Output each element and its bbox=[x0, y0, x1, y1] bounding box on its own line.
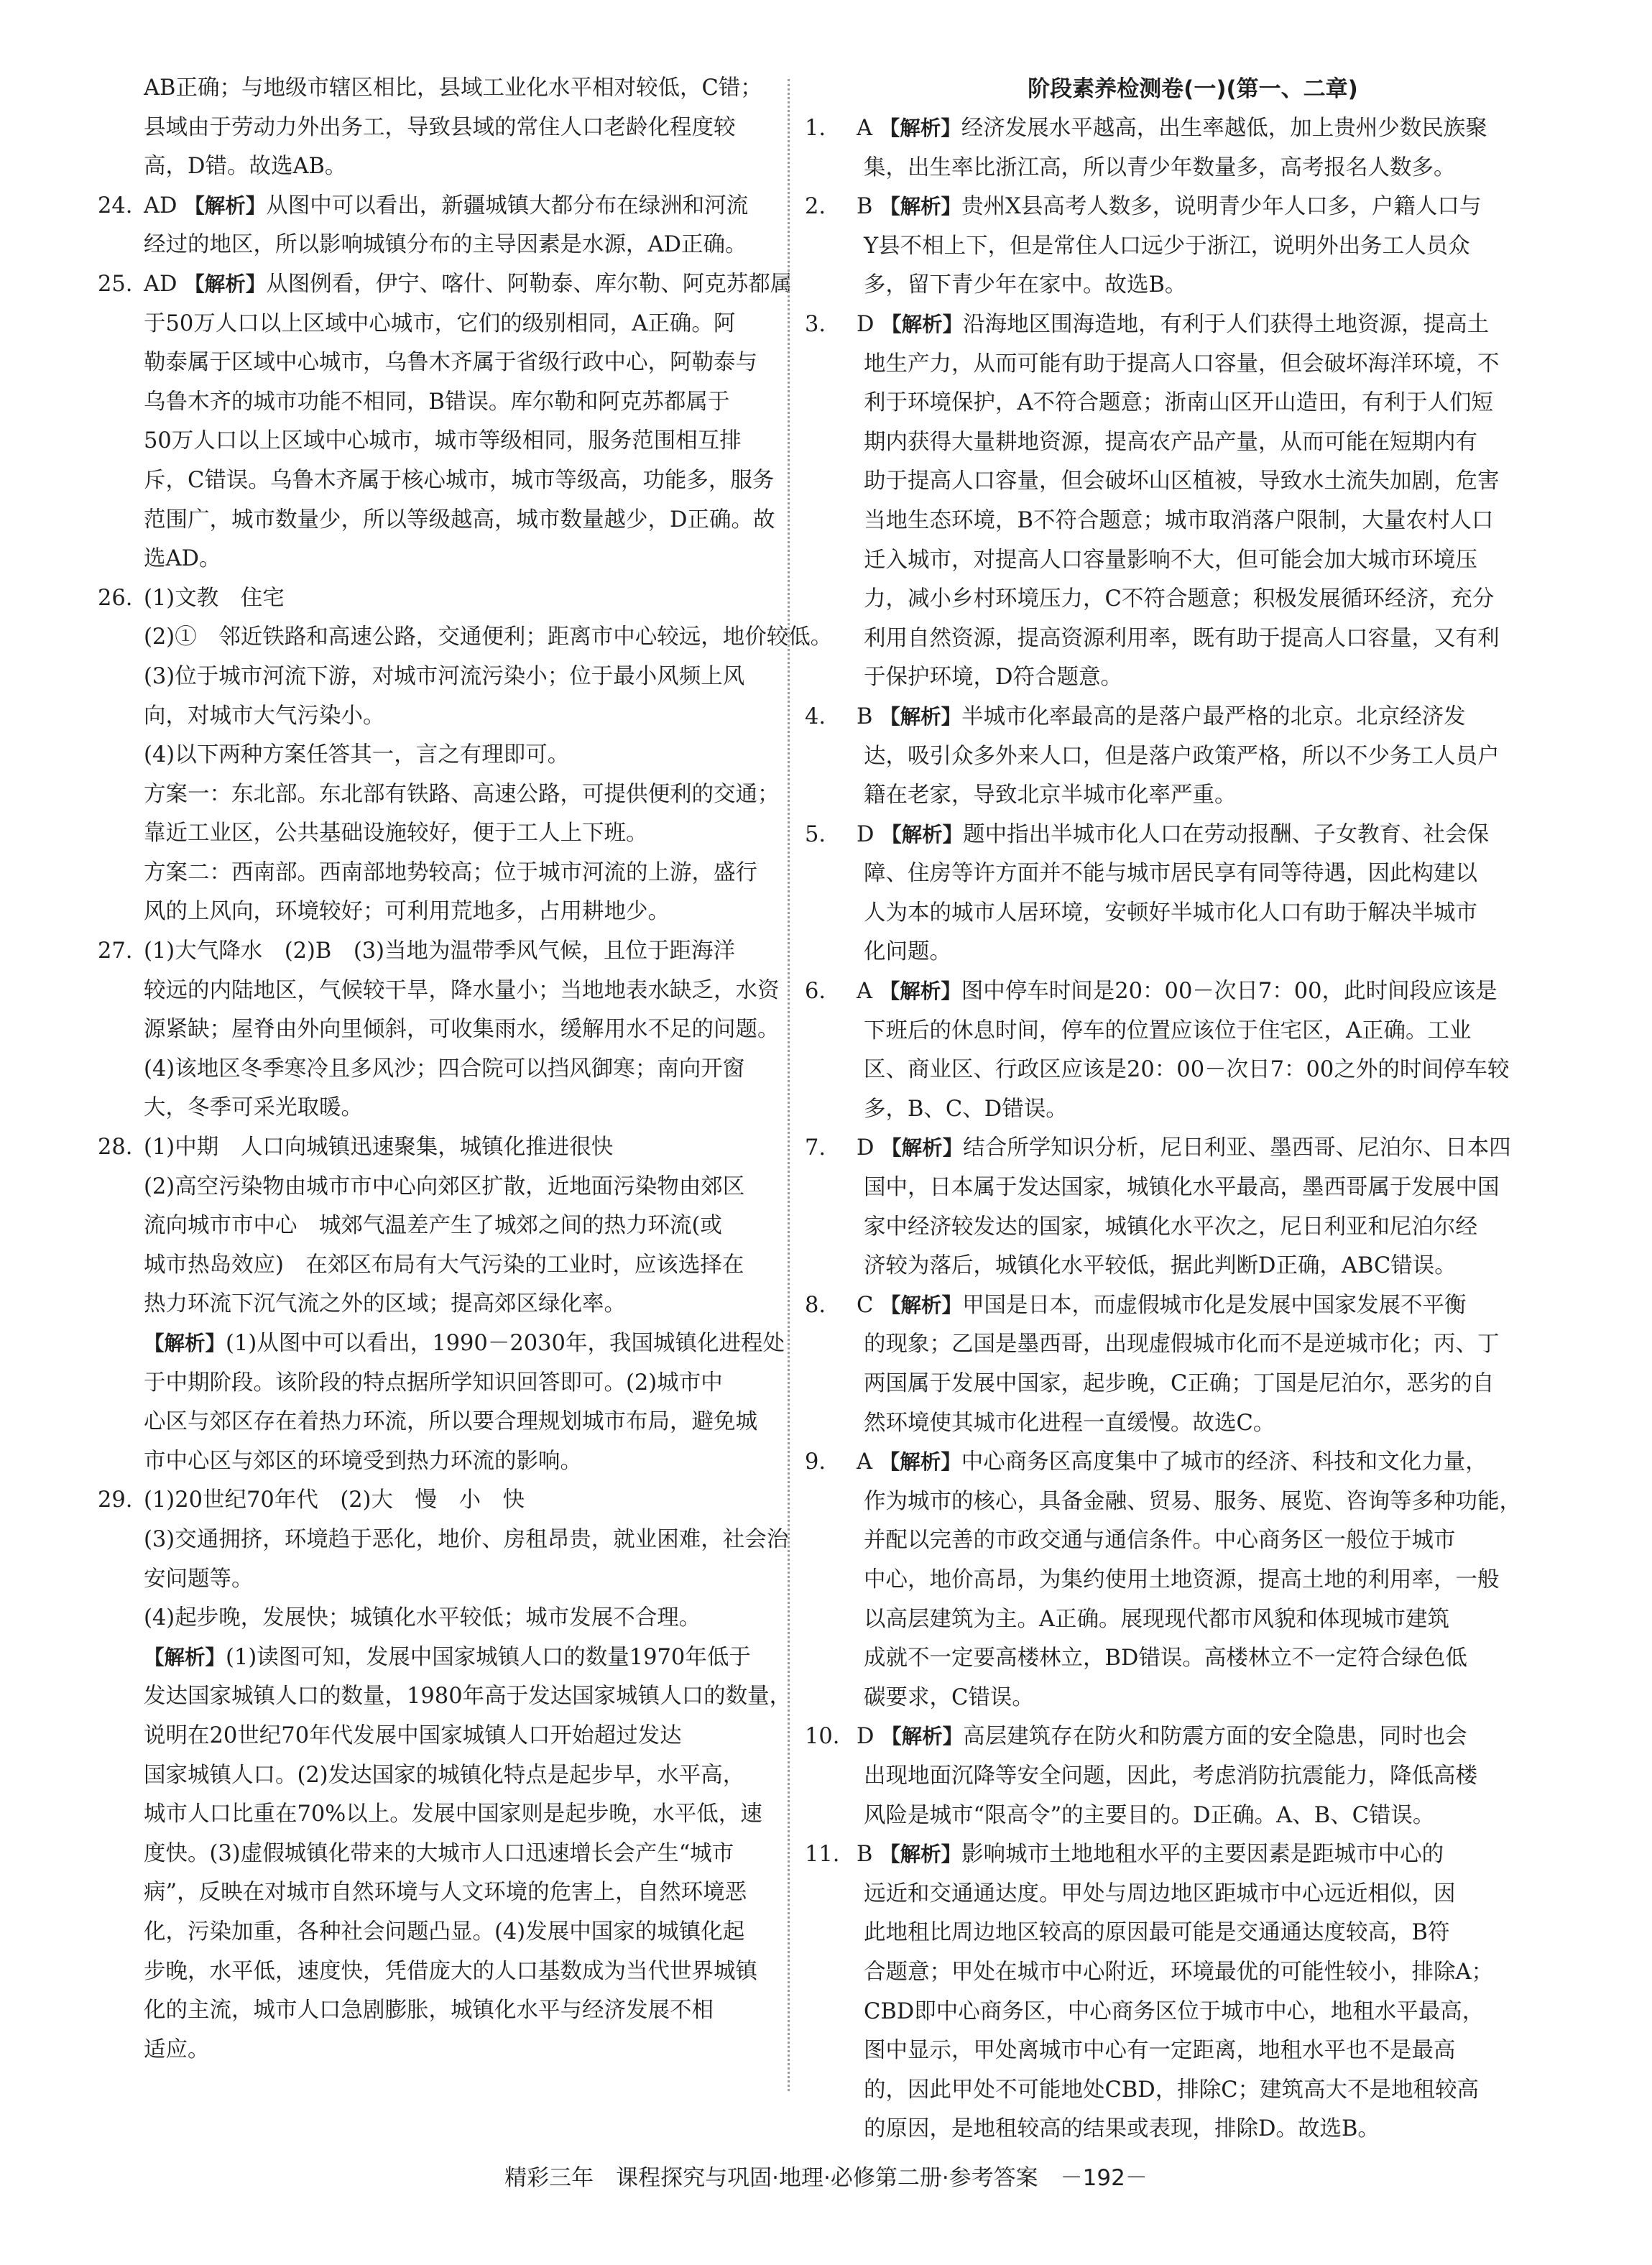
line-text: (3)位于城市河流下游，对城市河流污染小；位于最小风频上风 bbox=[144, 663, 745, 689]
answer-line bbox=[805, 1993, 1552, 2032]
answer-line bbox=[805, 580, 1552, 619]
line-text: 力，减小乡村环境压力，C不符合题意；积极发展循环经济，充分 bbox=[864, 586, 1495, 612]
answer-line bbox=[805, 816, 1552, 855]
line-text: 于中期阶段。该阶段的特点据所学知识回答即可。(2)城市中 bbox=[144, 1370, 723, 1396]
line-text: 远近和交通通达度。甲处与周边地区距城市中心远近相似，因 bbox=[864, 1881, 1456, 1906]
question-number: 8. bbox=[805, 1292, 826, 1318]
answer-line bbox=[108, 540, 776, 579]
answer-line bbox=[108, 1168, 776, 1207]
line-text: 成就不一定要高楼林立，BD错误。高楼林立不一定符合绿色低 bbox=[864, 1646, 1467, 1671]
answer-line bbox=[108, 2031, 776, 2070]
answer-line bbox=[805, 1796, 1552, 1836]
answer-line bbox=[108, 1207, 776, 1246]
section-title: 阶段素养检测卷(一)(第一、二章) bbox=[1028, 76, 1358, 102]
line-text: 风险是城市“限高令”的主要目的。D正确。A、B、C错误。 bbox=[864, 1802, 1435, 1828]
answer-line bbox=[108, 658, 776, 697]
question-number: 29. bbox=[98, 1487, 133, 1513]
line-text: 的现象；乙国是墨西哥，出现虚假城市化而不是逆城市化；丙、丁 bbox=[864, 1332, 1500, 1357]
answer-line bbox=[108, 1364, 776, 1403]
answer-line bbox=[98, 187, 776, 226]
answer-line bbox=[805, 502, 1552, 541]
answer-line bbox=[805, 2110, 1552, 2149]
answer-line bbox=[805, 1757, 1552, 1796]
analysis-label: 【解析】 bbox=[879, 979, 961, 1004]
answer-line bbox=[805, 1600, 1552, 1640]
answer-line bbox=[805, 109, 1552, 149]
answer-line bbox=[108, 892, 776, 932]
answer-choice: D bbox=[857, 311, 882, 337]
answer-line bbox=[108, 501, 776, 540]
line-text: (2)① 邻近铁路和高速公路，交通便利；距离市中心较远，地价较低。 bbox=[144, 624, 833, 650]
line-text: (1)大气降水 (2)B (3)当地为温带季风气候，且位于距海洋 bbox=[144, 938, 736, 964]
line-text: 心区与郊区存在着热力环流，所以要合理规划城市布局，避免城 bbox=[144, 1409, 757, 1435]
line-text: 的，因此甲处不可能地处CBD，排除C；建筑高大不是地租较高 bbox=[864, 2077, 1480, 2103]
answer-choice: C bbox=[857, 1292, 881, 1318]
answer-line bbox=[805, 1168, 1552, 1208]
answer-line bbox=[805, 423, 1552, 463]
line-text: 国中，日本属于发达国家，城镇化水平最高，墨西哥属于发展中国 bbox=[864, 1175, 1500, 1201]
analysis-label: 【解析】 bbox=[184, 193, 267, 218]
answer-line bbox=[108, 1717, 776, 1756]
line-text: 家中经济较发达的国家，城镇化水平次之，尼日利亚和尼泊尔经 bbox=[864, 1214, 1477, 1240]
answer-line bbox=[805, 894, 1552, 933]
line-text: CBD即中心商务区，中心商务区位于城市中心，地租水平最高， bbox=[864, 1998, 1485, 2024]
line-text: 助于提高人口容量，但会破坏山区植被，导致水土流失加剧，危害 bbox=[864, 469, 1500, 494]
right-column bbox=[805, 69, 1552, 2149]
answer-line bbox=[805, 972, 1552, 1012]
line-text: 迁入城市，对提高人口容量影响不大，但可能会加大城市环境压 bbox=[864, 547, 1477, 573]
line-text: 经济发展水平越高，出生率越低，加上贵州少数民族聚 bbox=[961, 116, 1487, 141]
line-text: 沿海地区围海造地，有利于人们获得土地资源，提高土 bbox=[963, 311, 1490, 337]
line-text: 国家城镇人口。(2)发达国家的城镇化特点是起步早，水平高， bbox=[144, 1762, 745, 1788]
answer-choice: A bbox=[857, 1449, 880, 1475]
line-text: 作为城市的核心，具备金融、贸易、服务、展览、咨询等多种功能， bbox=[864, 1488, 1521, 1514]
question-number: 24. bbox=[98, 193, 133, 218]
line-text: 从图中可以看出，新疆城镇大都分布在绿洲和河流 bbox=[266, 193, 749, 218]
answer-line bbox=[108, 618, 833, 658]
question-number: 4. bbox=[805, 704, 826, 729]
line-text: 方案二：西南部。西南部地势较高；位于城市河流的上游，盛行 bbox=[144, 859, 757, 885]
line-text: 贵州X县高考人数多，说明青少年人口多，户籍人口与 bbox=[961, 194, 1482, 220]
answer-line bbox=[108, 226, 776, 265]
line-text: 县域由于劳动力外出务工，导致县域的常住人口老龄化程度较 bbox=[144, 114, 736, 140]
answer-choice: B bbox=[857, 704, 880, 729]
answer-choice: B bbox=[857, 194, 880, 220]
question-number: 26. bbox=[98, 585, 133, 611]
line-text: 度快。(3)虚假城镇化带来的大城市人口迅速增长会产生“城市 bbox=[144, 1840, 734, 1866]
answer-line bbox=[108, 1285, 776, 1324]
answer-line bbox=[805, 619, 1552, 659]
answer-line bbox=[805, 698, 1552, 737]
line-text: 化的主流，城市人口急剧膨胀，城镇化水平与经济发展不相 bbox=[144, 1998, 714, 2024]
answer-line bbox=[108, 1756, 776, 1796]
answer-line bbox=[108, 461, 776, 501]
analysis-label: 【解析】 bbox=[184, 272, 267, 296]
line-text: 期内获得大量耕地资源，提高农产品产量，从而可能在短期内有 bbox=[864, 429, 1477, 455]
answer-line bbox=[805, 1208, 1552, 1247]
line-text: (1)文教 住宅 bbox=[144, 585, 285, 611]
line-text: 城市热岛效应) 在郊区布局有大气污染的工业时，应该选择在 bbox=[144, 1252, 744, 1278]
answer-line bbox=[108, 775, 780, 815]
answer-choice: D bbox=[857, 1135, 882, 1161]
answer-line bbox=[805, 305, 1552, 345]
answer-line bbox=[805, 1835, 1552, 1875]
analysis-label: 【解析】 bbox=[881, 822, 964, 847]
answer-line bbox=[108, 1835, 776, 1874]
page-footer: 精彩三年 课程探究与巩固·地理·必修第二册·参考答案 －192－ bbox=[504, 2165, 1148, 2191]
line-text: 于50万人口以上区域中心城市，它们的级别相同，A正确。阿 bbox=[144, 310, 736, 336]
answer-line bbox=[805, 737, 1552, 777]
line-text: 较远的内陆地区，气候较干旱，降水量小；当地地表水缺乏，水资 bbox=[144, 977, 780, 1003]
analysis-label: 【解析】 bbox=[881, 1725, 964, 1749]
answer-line bbox=[108, 1873, 776, 1913]
line-text: 利于环境保护，A不符合题意；浙南山区开山造田，有利于人们短 bbox=[864, 390, 1494, 416]
answer-line bbox=[108, 305, 776, 344]
line-text: 以高层建筑为主。A正确。展现现代都市风貌和体现城市建筑 bbox=[864, 1606, 1450, 1632]
answer-choice: D bbox=[857, 821, 882, 847]
line-text: 出现地面沉降等安全问题，因此，考虑消防抗震能力，降低高楼 bbox=[864, 1763, 1477, 1789]
line-text: 碳要求，C错误。 bbox=[864, 1684, 1034, 1710]
line-text: 范围广，城市数量少，所以等级越高，城市数量越少，D正确。故 bbox=[144, 507, 775, 532]
answer-line bbox=[108, 1246, 776, 1286]
line-text: 市中心区与郊区的环境受到热力环流的影响。 bbox=[144, 1448, 582, 1474]
answer-line bbox=[805, 2031, 1552, 2071]
answer-line bbox=[805, 1717, 1552, 1757]
answer-choice: AD bbox=[144, 193, 185, 218]
line-text: 济较为落后，城镇化水平较低，据此判断D正确，ABC错误。 bbox=[864, 1253, 1457, 1279]
answer-line bbox=[805, 462, 1552, 502]
answer-line bbox=[805, 1365, 1552, 1404]
line-text: 流向城市市中心 城郊气温差产生了城郊之间的热力环流(或 bbox=[144, 1213, 722, 1239]
analysis-label: 【解析】 bbox=[880, 1842, 962, 1867]
line-text: 两国属于发展中国家，起步晚，C正确；丁国是尼泊尔，恶劣的自 bbox=[864, 1371, 1495, 1396]
answer-line bbox=[805, 1521, 1552, 1561]
line-text: 高层建筑存在防火和防震方面的安全隐患，同时也会 bbox=[963, 1724, 1467, 1750]
line-text: 说明在20世纪70年代发展中国家城镇人口开始超过发达 bbox=[144, 1722, 682, 1748]
line-text: 影响城市土地地租水平的主要因素是距城市中心的 bbox=[961, 1842, 1444, 1868]
analysis-label: 【解析】 bbox=[880, 195, 962, 219]
line-text: 半城市化率最高的是落户最严格的北京。北京经济发 bbox=[961, 704, 1466, 729]
question-number: 6. bbox=[805, 979, 826, 1005]
line-text: 合题意；甲处在城市中心附近，环境最优的可能性较小，排除A； bbox=[864, 1959, 1494, 1985]
answer-line bbox=[805, 1325, 1552, 1365]
line-text: 中心商务区高度集中了城市的经济、科技和文化力量， bbox=[961, 1449, 1487, 1475]
question-number: 28. bbox=[98, 1135, 133, 1161]
line-text: 多，留下青少年在家中。故选B。 bbox=[864, 272, 1187, 298]
line-text: 利用自然资源，提高资源利用率，既有助于提高人口容量，又有利 bbox=[864, 625, 1500, 651]
line-text: 风的上风向，环境较好；可利用荒地多，占用耕地少。 bbox=[144, 899, 670, 925]
answer-line bbox=[805, 1129, 1552, 1168]
answer-line bbox=[108, 697, 776, 737]
line-text: 籍在老家，导致北京半城市化率严重。 bbox=[864, 783, 1237, 808]
answer-line bbox=[805, 384, 1552, 423]
line-text: (3)交通拥挤，环境趋于恶化，地价、房租昂贵，就业困难，社会治 bbox=[144, 1526, 789, 1552]
question-number: 25. bbox=[98, 271, 133, 297]
answer-line bbox=[108, 1403, 776, 1442]
answer-line bbox=[805, 1875, 1552, 1914]
analysis-label: 【解析】 bbox=[879, 1450, 961, 1475]
line-text: 图中停车时间是20：00－次日7：00，此时间段应该是 bbox=[961, 979, 1498, 1005]
question-number: 5. bbox=[805, 821, 826, 847]
column-divider bbox=[788, 79, 790, 2091]
question-number: 11. bbox=[805, 1842, 840, 1868]
line-text: 的原因，是地租较高的结果或表现，排除D。故选B。 bbox=[864, 2116, 1380, 2142]
line-text: 斥，C错误。乌鲁木齐属于核心城市，城市等级高，功能多，服务 bbox=[144, 467, 775, 493]
line-text: (1)从图中可以看出，1990－2030年，我国城镇化进程处 bbox=[226, 1331, 785, 1356]
line-text: (2)高空污染物由城市市中心向郊区扩散，近地面污染物由郊区 bbox=[144, 1173, 745, 1199]
question-number: 3. bbox=[805, 311, 826, 337]
line-text: (4)以下两种方案任答其一，言之有理即可。 bbox=[144, 742, 570, 768]
line-text: 图中显示，甲处离城市中心有一定距离，地租水平也不是最高 bbox=[864, 2038, 1456, 2064]
answer-line bbox=[98, 932, 776, 972]
answer-line bbox=[805, 1051, 1552, 1090]
line-text: 方案一：东北部。东北部有铁路、高速公路，可提供便利的交通； bbox=[144, 781, 780, 807]
line-text: 于保护环境，D符合题意。 bbox=[864, 665, 1122, 691]
answer-line bbox=[805, 776, 1552, 816]
answer-line bbox=[98, 1481, 776, 1521]
answer-line bbox=[98, 1128, 776, 1168]
answer-line bbox=[108, 1010, 780, 1050]
answer-line bbox=[805, 1090, 1552, 1130]
answer-line bbox=[108, 69, 776, 109]
answer-choice: A bbox=[857, 116, 880, 141]
line-text: 区、商业区、行政区应该是20：00－次日7：00之外的时间停车较 bbox=[864, 1057, 1510, 1083]
line-text: 勒泰属于区域中心城市，乌鲁木齐属于省级行政中心，阿勒泰与 bbox=[144, 350, 757, 376]
answer-choice: B bbox=[857, 1842, 880, 1868]
question-number: 27. bbox=[98, 938, 133, 964]
answer-line bbox=[108, 1952, 776, 1992]
line-text: 50万人口以上区域中心城市，城市等级相同，服务范围相互排 bbox=[144, 428, 742, 454]
line-text: 此地租比周边地区较高的原因最可能是交通通达度较高，B符 bbox=[864, 1920, 1450, 1946]
answer-choice: D bbox=[857, 1724, 882, 1750]
analysis-label: 【解析】 bbox=[881, 1136, 964, 1161]
line-text: 靠近工业区，公共基础设施较好，便于工人上下班。 bbox=[144, 821, 648, 847]
line-text: (1)20世纪70年代 (2)大 慢 小 快 bbox=[144, 1487, 525, 1513]
answer-line bbox=[108, 1324, 785, 1364]
answer-choice: A bbox=[857, 979, 880, 1005]
line-text: 并配以完善的市政交通与通信条件。中心商务区一般位于城市 bbox=[864, 1528, 1456, 1554]
answer-line bbox=[108, 1638, 776, 1678]
answer-line bbox=[98, 579, 776, 619]
answer-line bbox=[108, 383, 776, 423]
analysis-label: 【解析】 bbox=[880, 1293, 963, 1317]
question-number: 2. bbox=[805, 194, 826, 220]
answer-line bbox=[805, 854, 1552, 894]
answer-line bbox=[108, 343, 776, 383]
answer-line bbox=[108, 1442, 776, 1482]
answer-line bbox=[805, 1953, 1552, 1993]
line-text: 化问题。 bbox=[864, 939, 951, 965]
line-text: 结合所学知识分析，尼日利亚、墨西哥、尼泊尔、日本四 bbox=[963, 1135, 1511, 1161]
answer-line bbox=[805, 658, 1552, 698]
answer-line bbox=[805, 2071, 1552, 2111]
answer-line bbox=[108, 1913, 776, 1952]
answer-line bbox=[805, 541, 1552, 581]
line-text: 化，污染加重，各种社会问题凸显。(4)发展中国家的城镇化起 bbox=[144, 1919, 745, 1945]
answer-line bbox=[805, 149, 1552, 188]
answer-line bbox=[108, 1991, 776, 2031]
answer-line bbox=[108, 1050, 776, 1089]
answer-line bbox=[108, 147, 776, 187]
line-text: 题中指出半城市化人口在劳动报酬、子女教育、社会保 bbox=[963, 821, 1490, 847]
line-text: 多，B、C、D错误。 bbox=[864, 1096, 1068, 1122]
answer-line bbox=[805, 1482, 1552, 1522]
answer-line bbox=[108, 736, 776, 775]
line-text: (1)中期 人口向城镇迅速聚集，城镇化推进很快 bbox=[144, 1135, 614, 1161]
analysis-label: 【解析】 bbox=[879, 116, 961, 140]
analysis-label: 【解析】 bbox=[880, 704, 962, 729]
answer-line bbox=[108, 422, 776, 461]
line-text: 安问题等。 bbox=[144, 1566, 254, 1592]
analysis-label: 【解析】 bbox=[144, 1645, 226, 1669]
line-text: 从图例看，伊宁、喀什、阿勒泰、库尔勒、阿克苏都属 bbox=[266, 271, 793, 297]
answer-line bbox=[805, 933, 1552, 972]
answer-line bbox=[805, 1914, 1552, 1953]
question-number: 10. bbox=[805, 1724, 840, 1750]
line-text: 达，吸引众多外来人口，但是落户政策严格，所以不少务工人员户 bbox=[864, 743, 1500, 769]
answer-line bbox=[108, 1089, 776, 1128]
line-text: 适应。 bbox=[144, 2036, 210, 2062]
line-text: (1)读图可知，发展中国家城镇人口的数量1970年低于 bbox=[226, 1644, 751, 1670]
line-text: 选AD。 bbox=[144, 546, 221, 572]
line-text: 源紧缺；屋脊由外向里倾斜，可收集雨水，缓解用水不足的问题。 bbox=[144, 1017, 780, 1043]
line-text: 向，对城市大气污染小。 bbox=[144, 703, 385, 729]
line-text: (4)该地区冬季寒冷且多风沙；四合院可以挡风御寒；南向开窗 bbox=[144, 1056, 745, 1081]
line-text: 甲国是日本，而虚假城市化是发展中国家发展不平衡 bbox=[962, 1292, 1467, 1318]
question-number: 7. bbox=[805, 1135, 826, 1161]
line-text: 发达国家城镇人口的数量，1980年高于发达国家城镇人口的数量， bbox=[144, 1684, 792, 1710]
answer-line bbox=[805, 266, 1552, 305]
answer-line bbox=[108, 1677, 792, 1717]
answer-line bbox=[805, 1679, 1552, 1718]
line-text: 人为本的城市人居环境，安顿好半城市化人口有助于解决半城市 bbox=[864, 900, 1477, 926]
answer-line bbox=[108, 972, 780, 1011]
answer-line bbox=[98, 265, 793, 305]
analysis-label: 【解析】 bbox=[881, 312, 964, 336]
line-text: 然环境使其城市化进程一直缓慢。故选C。 bbox=[864, 1410, 1275, 1436]
answer-line bbox=[805, 1286, 1552, 1326]
analysis-label: 【解析】 bbox=[144, 1332, 226, 1355]
question-number: 9. bbox=[805, 1449, 826, 1475]
line-text: 下班后的休息时间，停车的位置应该位于住宅区，A正确。工业 bbox=[864, 1018, 1472, 1043]
line-text: 高，D错。故选AB。 bbox=[144, 154, 347, 180]
answer-line bbox=[805, 1639, 1552, 1679]
answer-line bbox=[108, 1795, 776, 1835]
line-text: Y县不相上下，但是常住人口远少于浙江，说明外出务工人员众 bbox=[864, 233, 1470, 259]
line-text: 乌鲁木齐的城市功能不相同，B错误。库尔勒和阿克苏都属于 bbox=[144, 389, 730, 415]
line-text: (4)起步晚，发展快；城镇化水平较低；城市发展不合理。 bbox=[144, 1605, 701, 1631]
answer-line bbox=[805, 345, 1552, 384]
answer-line bbox=[805, 1247, 1552, 1286]
line-text: 中心，地价高昂，为集约使用土地资源，提高土地的利用率，一般 bbox=[864, 1567, 1500, 1592]
line-text: 大，冬季可采光取暖。 bbox=[144, 1095, 363, 1121]
line-text: AB正确；与地级市辖区相比，县域工业化水平相对较低，C错； bbox=[144, 75, 762, 101]
answer-line bbox=[805, 227, 1552, 267]
answer-line bbox=[805, 1561, 1552, 1600]
line-text: 地生产力，从而可能有助于提高人口容量，但会破坏海洋环境，不 bbox=[864, 351, 1500, 377]
answer-line bbox=[805, 1012, 1552, 1051]
line-text: 城市人口比重在70%以上。发展中国家则是起步晚，水平低，速 bbox=[144, 1802, 762, 1827]
answer-choice: AD bbox=[144, 271, 185, 297]
answer-line bbox=[108, 109, 776, 148]
line-text: 经过的地区，所以影响城镇分布的主导因素是水源，AD正确。 bbox=[144, 232, 747, 258]
line-text: 障、住房等许方面并不能与城市居民享有同等待遇，因此构建以 bbox=[864, 861, 1477, 887]
answer-line bbox=[108, 1560, 776, 1600]
line-text: 集，出生率比浙江高，所以青少年数量多，高考报名人数多。 bbox=[864, 154, 1456, 180]
line-text: 步晚，水平低，速度快，凭借庞大的人口基数成为当代世界城镇 bbox=[144, 1958, 757, 1984]
line-text: 当地生态环境，B不符合题意；城市取消落户限制，大量农村人口 bbox=[864, 507, 1494, 533]
answer-line bbox=[805, 1404, 1552, 1444]
line-text: 病”，反映在对城市自然环境与人文环境的危害上，自然环境恶 bbox=[144, 1880, 747, 1906]
answer-line bbox=[108, 854, 776, 893]
answer-line bbox=[805, 188, 1552, 227]
question-number: 1. bbox=[805, 116, 826, 141]
line-text: 热力环流下沉气流之外的区域；提高郊区绿化率。 bbox=[144, 1291, 626, 1317]
answer-line bbox=[805, 1443, 1552, 1482]
answer-line bbox=[108, 1599, 776, 1638]
answer-line bbox=[108, 1521, 789, 1560]
answer-line bbox=[108, 814, 776, 854]
